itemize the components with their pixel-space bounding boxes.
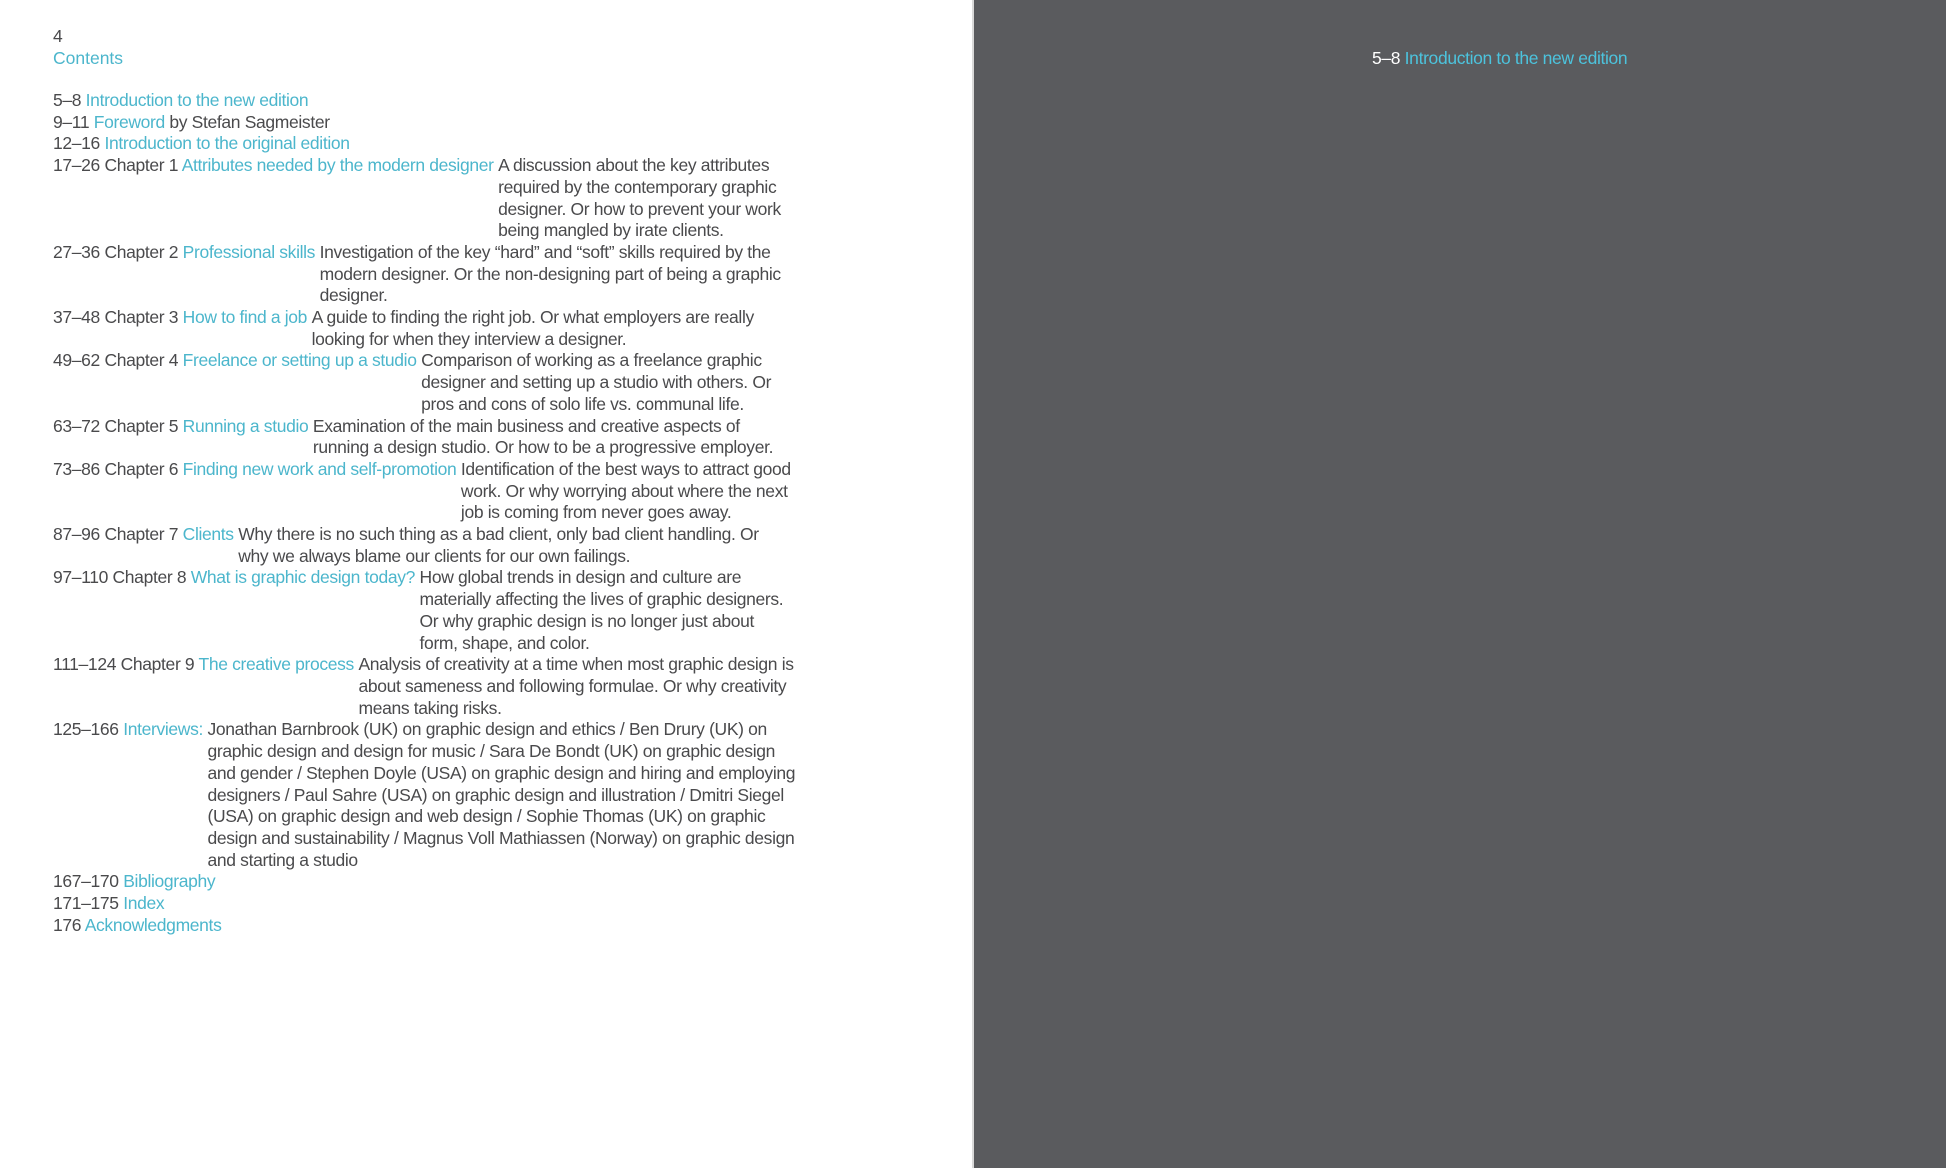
toc-entry[interactable] (53, 133, 833, 155)
toc-entry[interactable] (53, 915, 833, 937)
toc-pages: 97–110 (53, 567, 108, 588)
toc-title-link[interactable]: Acknowledgments (84, 914, 222, 935)
toc-description: Investigation of the key “hard” and “soft” skills required by the modern designer. Or the non-designing part of being a graphic designer. (319, 241, 781, 306)
toc-chapter: Chapter 2 (104, 241, 179, 262)
toc-chapter: Chapter 6 (104, 458, 179, 479)
toc-pages: 87–96 (53, 524, 100, 545)
toc-description: Identification of the best ways to attract good work. Or why worrying about where the next job is coming from never goes away. (460, 458, 791, 523)
toc-title-link[interactable]: Attributes needed by the modern designer (181, 155, 494, 176)
toc-title-link[interactable]: Foreword (93, 111, 165, 132)
toc-pages: 171–175 (53, 893, 119, 914)
toc-description: A discussion about the key attributes required by the contemporary graphic designer. Or how to prevent your work being mangled by irate clients. (498, 155, 781, 241)
toc-chapter: Chapter 7 (104, 524, 179, 545)
toc-title-link[interactable]: Freelance or setting up a studio (182, 350, 417, 371)
toc-entry[interactable] (53, 155, 833, 242)
right-page (974, 0, 1946, 1168)
toc-entry[interactable] (53, 871, 833, 893)
toc-entry[interactable] (53, 307, 833, 350)
right-page-pages: 5–8 (1372, 48, 1401, 68)
toc-entry[interactable] (53, 350, 833, 415)
toc-title-link[interactable]: Professional skills (182, 241, 316, 262)
toc-entry[interactable] (53, 416, 833, 459)
toc-chapter: Chapter 8 (112, 567, 187, 588)
toc-pages: 73–86 (53, 458, 100, 479)
toc-pages: 17–26 (53, 155, 100, 176)
toc-description: Comparison of working as a freelance graphic designer and setting up a studio with others. Or pros and cons of solo life vs. communal life. (421, 350, 772, 414)
toc-title-link[interactable]: The creative process (198, 654, 354, 675)
toc-title-link[interactable]: Bibliography (123, 871, 216, 892)
toc-suffix: by Stefan Sagmeister (169, 111, 330, 132)
toc-pages: 176 (53, 914, 82, 935)
toc-entry[interactable] (53, 242, 833, 307)
toc-chapter: Chapter 1 (104, 155, 179, 176)
left-page (0, 0, 972, 1168)
toc-pages: 27–36 (53, 241, 100, 262)
toc-pages: 63–72 (53, 415, 100, 436)
toc-chapter: Chapter 9 (120, 654, 195, 675)
toc-title-link[interactable]: Introduction to the original edition (104, 133, 350, 154)
table-of-contents (53, 90, 833, 936)
toc-entry[interactable] (53, 112, 833, 134)
toc-entry[interactable] (53, 90, 833, 112)
toc-title-link[interactable]: Index (123, 893, 165, 914)
toc-description: A guide to finding the right job. Or what employers are really looking for when they interview a designer. (311, 307, 754, 349)
toc-description: Jonathan Barnbrook (UK) on graphic design and ethics / Ben Drury (UK) on graphic design and design for music / Sara De Bondt (UK) on graphic design and gender / Stephen Doyle (USA) on graphic design and hiring and employing designers / Paul Sahre (USA) on graphic design and illustration / Dmitri Siegel (USA) on graphic design and web design / Sophie Thomas (UK) on graphic design and sustainability / Magnus Voll Mathiassen (Norway) on graphic design and starting a studio (207, 719, 796, 870)
toc-title-link[interactable]: Interviews: (123, 719, 203, 740)
toc-chapter: Chapter 5 (104, 415, 179, 436)
toc-description: Why there is no such thing as a bad client, only bad client handling. Or why we always blame our clients for our own failings. (238, 524, 759, 566)
toc-pages: 12–16 (53, 133, 100, 154)
contents-title: Contents (53, 48, 124, 68)
toc-title-link[interactable]: Introduction to the new edition (85, 90, 309, 110)
toc-description: Analysis of creativity at a time when most graphic design is about sameness and following formulae. Or why creativity means taking risks. (358, 654, 794, 718)
toc-pages: 167–170 (53, 871, 119, 892)
toc-title-link[interactable]: What is graphic design today? (190, 567, 416, 588)
toc-chapter: Chapter 3 (104, 307, 179, 328)
toc-entry[interactable] (53, 654, 833, 719)
toc-pages: 111–124 (53, 654, 117, 675)
toc-entry[interactable] (53, 719, 833, 871)
toc-pages: 125–166 (53, 719, 119, 740)
toc-entry[interactable] (53, 893, 833, 915)
toc-entry[interactable] (53, 567, 833, 654)
toc-pages: 49–62 (53, 350, 100, 371)
toc-pages: 37–48 (53, 307, 100, 328)
toc-title-link[interactable]: Running a studio (182, 415, 309, 436)
toc-title-link[interactable]: How to find a job (182, 307, 308, 328)
page-number: 4 (53, 26, 63, 46)
toc-title-link[interactable]: Clients (182, 524, 234, 545)
toc-description: Examination of the main business and creative aspects of running a design studio. Or how to be a progressive employer. (312, 415, 774, 458)
toc-pages: 9–11 (53, 111, 90, 132)
right-page-title-link[interactable]: Introduction to the new edition (1404, 48, 1628, 68)
toc-description: How global trends in design and culture are materially affecting the lives of graphic designers. Or why graphic design is no longer just about form, shape, and color. (419, 567, 784, 653)
toc-entry[interactable] (53, 459, 833, 524)
toc-pages: 5–8 (53, 90, 82, 110)
toc-entry[interactable] (53, 524, 833, 567)
right-page-header[interactable] (1372, 48, 1627, 70)
toc-chapter: Chapter 4 (104, 350, 179, 371)
toc-title-link[interactable]: Finding new work and self-promotion (182, 458, 457, 479)
